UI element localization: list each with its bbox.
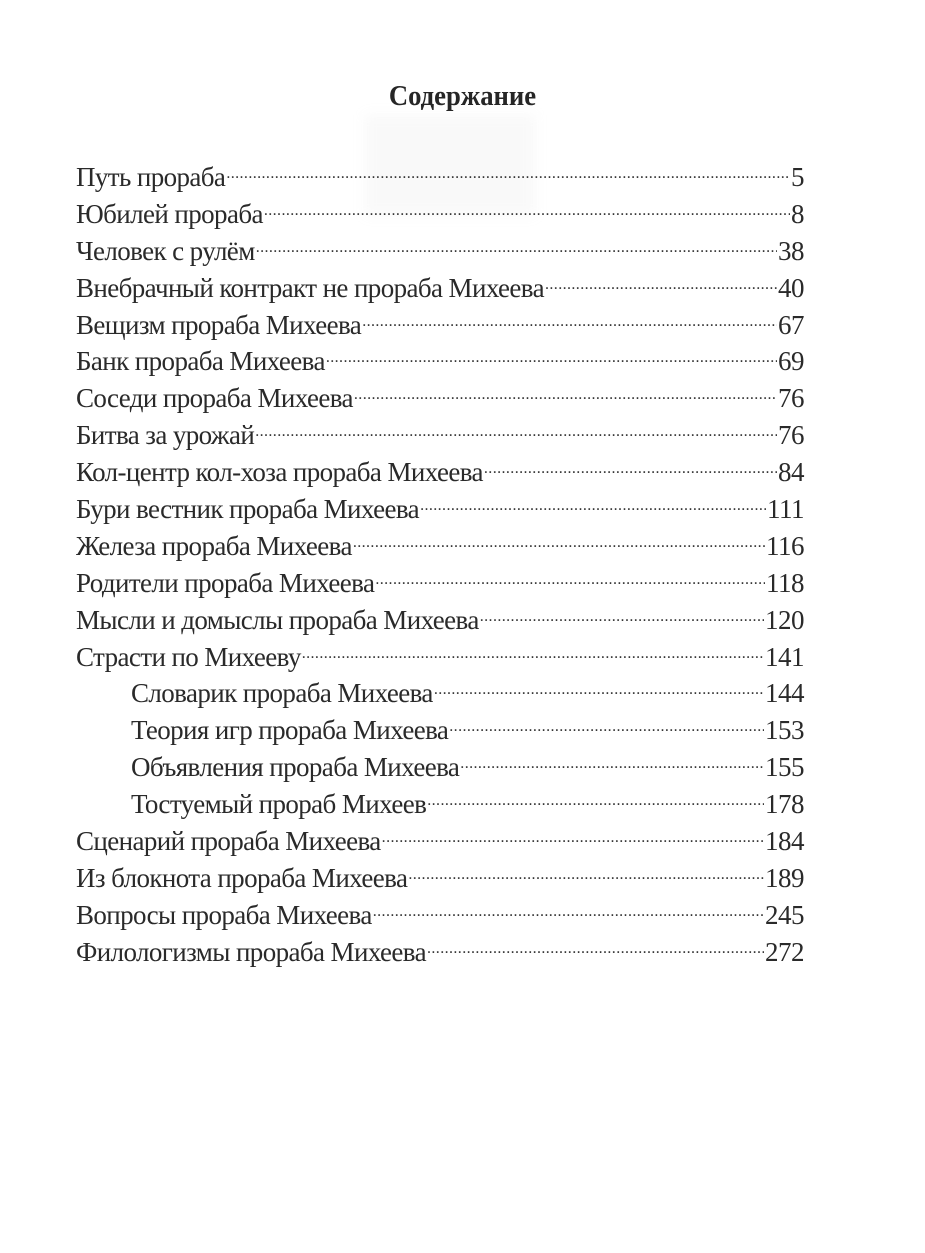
dot-leader xyxy=(302,639,764,666)
toc-entry-page: 76 xyxy=(778,420,804,451)
table-of-contents xyxy=(76,159,804,971)
toc-entry-page: 144 xyxy=(765,678,804,709)
toc-entry[interactable] xyxy=(76,491,804,528)
toc-entry[interactable] xyxy=(76,380,804,417)
toc-entry[interactable] xyxy=(76,196,804,233)
toc-subentry[interactable] xyxy=(76,712,804,749)
toc-entry-page: 111 xyxy=(767,494,804,525)
dot-leader xyxy=(264,196,790,223)
toc-entry-title: Филологизмы прораба Михеева xyxy=(76,936,426,967)
dot-leader xyxy=(434,675,764,702)
toc-entry-page: 69 xyxy=(778,346,804,377)
toc-entry[interactable] xyxy=(76,233,804,270)
toc-entry-title: Внебрачный контракт не прораба Михеева xyxy=(76,272,544,303)
toc-entry[interactable] xyxy=(76,343,804,380)
toc-entry-page: 8 xyxy=(791,198,804,229)
toc-entry[interactable] xyxy=(76,860,804,897)
toc-entry-title: Железа прораба Михеева xyxy=(76,530,352,561)
dot-leader xyxy=(362,307,777,334)
toc-entry-page: 40 xyxy=(778,272,804,303)
toc-entry-title: Бури вестник прораба Михеева xyxy=(76,494,420,525)
toc-entry[interactable] xyxy=(76,270,804,307)
toc-entry-title: Битва за урожай xyxy=(76,420,255,451)
toc-entry-page: 67 xyxy=(778,309,804,340)
dot-leader xyxy=(449,712,764,739)
page-title: Содержание xyxy=(388,80,537,112)
dot-leader xyxy=(354,380,777,407)
dot-leader xyxy=(255,417,777,444)
dot-leader xyxy=(375,565,765,592)
toc-entry-page: 178 xyxy=(765,789,804,820)
toc-entry-title: Объявления прораба Михеева xyxy=(131,752,460,783)
toc-entry[interactable] xyxy=(76,565,804,602)
dot-leader xyxy=(545,270,777,297)
toc-entry-title: Тостуемый прораб Михеев xyxy=(131,789,427,820)
toc-entry-page: 189 xyxy=(765,862,804,893)
toc-entry-page: 245 xyxy=(765,899,804,930)
toc-entry[interactable] xyxy=(76,159,804,196)
toc-entry-title: Путь прораба xyxy=(76,162,226,192)
toc-entry-title: Юбилей прораба xyxy=(76,198,263,229)
toc-entry-title: Соседи прораба Михеева xyxy=(76,383,353,414)
toc-entry-page: 141 xyxy=(765,641,804,672)
dot-leader xyxy=(480,602,764,629)
toc-entry-page: 38 xyxy=(778,235,804,266)
toc-entry-title: Страсти по Михееву xyxy=(76,641,301,672)
dot-leader xyxy=(408,860,764,887)
dot-leader xyxy=(256,233,777,260)
toc-entry-page: 155 xyxy=(765,752,804,783)
toc-entry[interactable] xyxy=(76,528,804,565)
toc-entry[interactable] xyxy=(76,897,804,934)
toc-entry[interactable] xyxy=(76,307,804,344)
toc-entry-page: 120 xyxy=(765,604,804,635)
toc-entry[interactable] xyxy=(76,823,804,860)
toc-entry-title: Словарик прораба Михеева xyxy=(131,678,433,709)
dot-leader xyxy=(484,454,777,481)
toc-entry-title: Сценарий прораба Михеева xyxy=(76,826,381,857)
dot-leader xyxy=(427,934,764,961)
toc-entry-title: Вопросы прораба Михеева xyxy=(76,899,372,930)
toc-entry-title: Кол-центр кол-хоза прораба Михеева xyxy=(76,457,483,488)
toc-entry-page: 272 xyxy=(765,936,804,967)
toc-entry[interactable] xyxy=(76,934,804,971)
toc-entry-page: 153 xyxy=(765,715,804,746)
dot-leader xyxy=(427,786,764,813)
dot-leader xyxy=(420,491,766,518)
toc-entry-title: Теория игр прораба Михеева xyxy=(131,715,449,746)
toc-entry-title: Родители прораба Михеева xyxy=(76,567,375,598)
toc-entry-page: 116 xyxy=(766,530,804,561)
toc-entry[interactable] xyxy=(76,454,804,491)
toc-entry-page: 84 xyxy=(778,457,804,488)
toc-subentry[interactable] xyxy=(76,786,804,823)
toc-entry-title: Вещизм прораба Михеева xyxy=(76,309,362,340)
toc-entry-page: 5 xyxy=(791,162,804,192)
dot-leader xyxy=(226,159,790,186)
toc-entry-title: Из блокнота прораба Михеева xyxy=(76,862,408,893)
dot-leader xyxy=(326,343,777,370)
toc-entry[interactable] xyxy=(76,602,804,639)
toc-entry[interactable] xyxy=(76,639,804,676)
toc-subentry[interactable] xyxy=(76,749,804,786)
toc-subentry[interactable] xyxy=(76,675,804,712)
toc-entry-title: Человек с рулём xyxy=(76,235,255,266)
toc-entry-page: 184 xyxy=(765,826,804,857)
toc-entry-page: 76 xyxy=(778,383,804,414)
toc-entry-title: Банк прораба Михеева xyxy=(76,346,325,377)
dot-leader xyxy=(460,749,764,776)
toc-entry-title: Мысли и домыслы прораба Михеева xyxy=(76,604,479,635)
toc-entry-page: 118 xyxy=(766,567,804,598)
dot-leader xyxy=(382,823,764,850)
dot-leader xyxy=(353,528,765,555)
toc-entry[interactable] xyxy=(76,417,804,454)
dot-leader xyxy=(373,897,764,924)
